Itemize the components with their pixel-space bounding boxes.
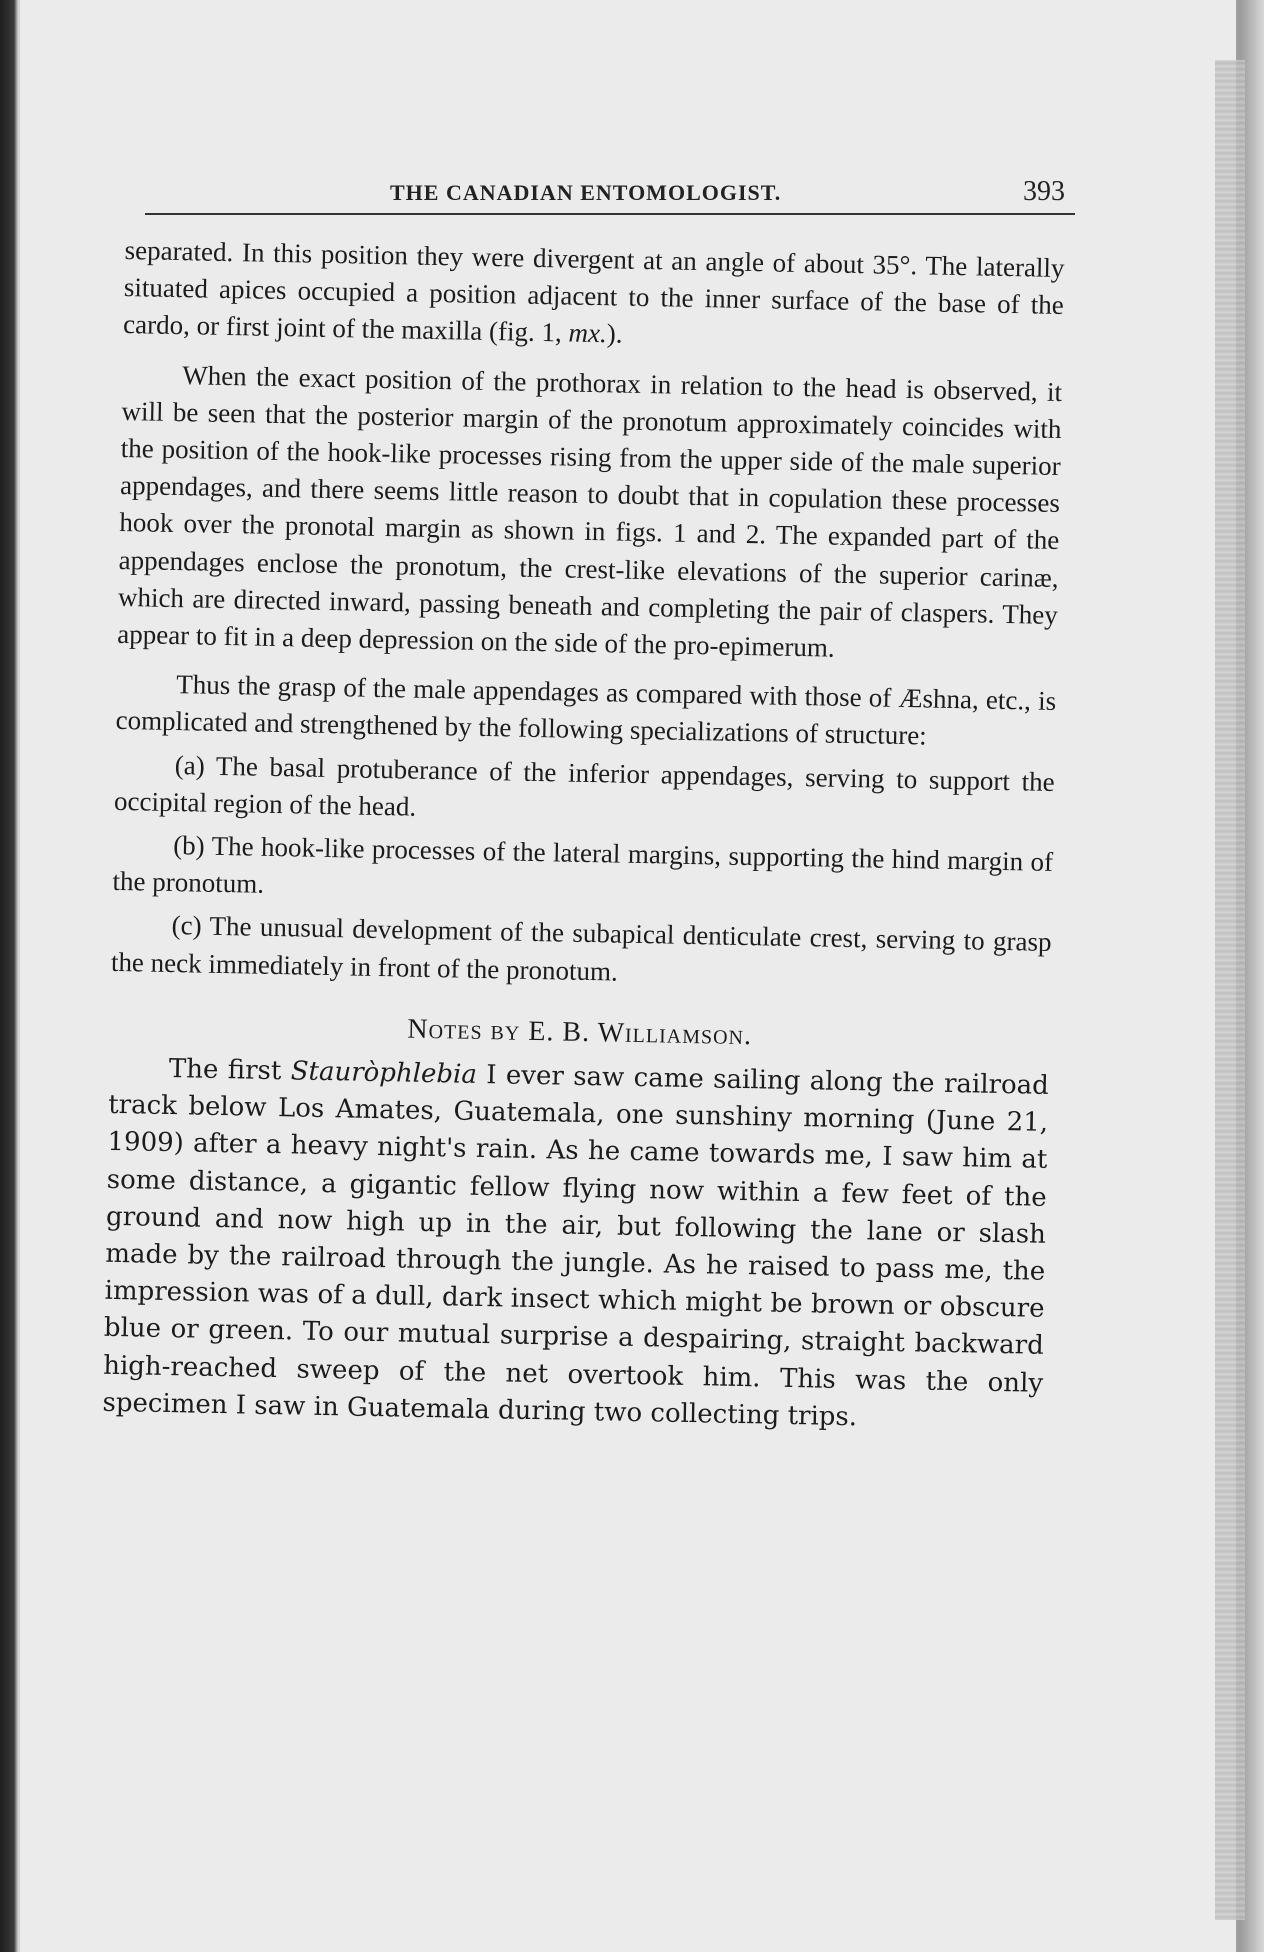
running-title: THE CANADIAN ENTOMOLOGIST. (390, 180, 782, 205)
paragraph-3: Thus the grasp of the male appendages as compared with those of Æshna, etc., is complicated and strengthened by the following specializations of structure: (115, 669, 1057, 751)
list-item-c: (c) The unusual development of the subapical denticulate crest, serving to grasp the neck immediately in front of the pronotum. (110, 910, 1052, 987)
paragraph-2: When the exact position of the prothorax in relation to the head is observed, it will be seen that the posterior margin of the pronotum approximately coincides with the position of the hook-like processes rising from the upper side of the male superior appendages, and there seems little reason to doubt that in copulation these processes hook over the pronotal margin as shown in figs. 1 and 2. The expanded part of the appendages enclose the pronotum, the crest-like elevations of the superior carinæ, which are directed inward, passing beneath and completing the pair of claspers. They appear to fit in a deep depression on the side of the pro-epimerum. (116, 359, 1063, 663)
notes-text-start: The first (168, 1054, 292, 1087)
paragraph-1 (123, 232, 1065, 362)
body-text (102, 232, 1065, 1440)
notes-text-rest: I ever saw came sailing along the railroad track below Los Amates, Guatemala, one sunshiny morning (June 21, 1909) after a heavy night's rain. As he came towards me, I saw him at some distance, a gigantic fellow flying now within a few feet of the ground and now high up in the air, but following the lane or slash made by the railroad through the jungle. As he raised to pass me, the impression was of a dull, dark insect which might be brown or obscure blue or green. To our mutual surprise a despairing, straight backward high-reached sweep of the net overtook him. This was the only specimen I saw in Guatemala during two collecting trips. (102, 1059, 1050, 1433)
header-rule (145, 213, 1075, 215)
section-heading: Notes by E. B. Williamson. (407, 1013, 753, 1052)
page-edge-shadow (1215, 60, 1245, 1920)
notes-italic-genus: Stauròphlebia (290, 1056, 478, 1090)
list-item-a: (a) The basal protuberance of the inferior appendages, serving to support the occipital region of the head. (113, 749, 1055, 822)
list-item-b: (b) The hook-like processes of the lateral margins, supporting the hind margin of the pronotum. (112, 830, 1054, 900)
paragraph-1-text: separated. In this position they were divergent at an angle of about 35°. The laterally situated apices occupied a position adjacent to the inner surface of the base of the cardo, or first joint of the maxilla (fig. 1, (122, 234, 1065, 348)
paragraph-1-end: ). (606, 318, 623, 349)
notes-paragraph (102, 1050, 1049, 1440)
page-number: 393 (1023, 176, 1065, 207)
page-header (140, 176, 1080, 216)
paragraph-1-italic: mx. (568, 317, 608, 349)
